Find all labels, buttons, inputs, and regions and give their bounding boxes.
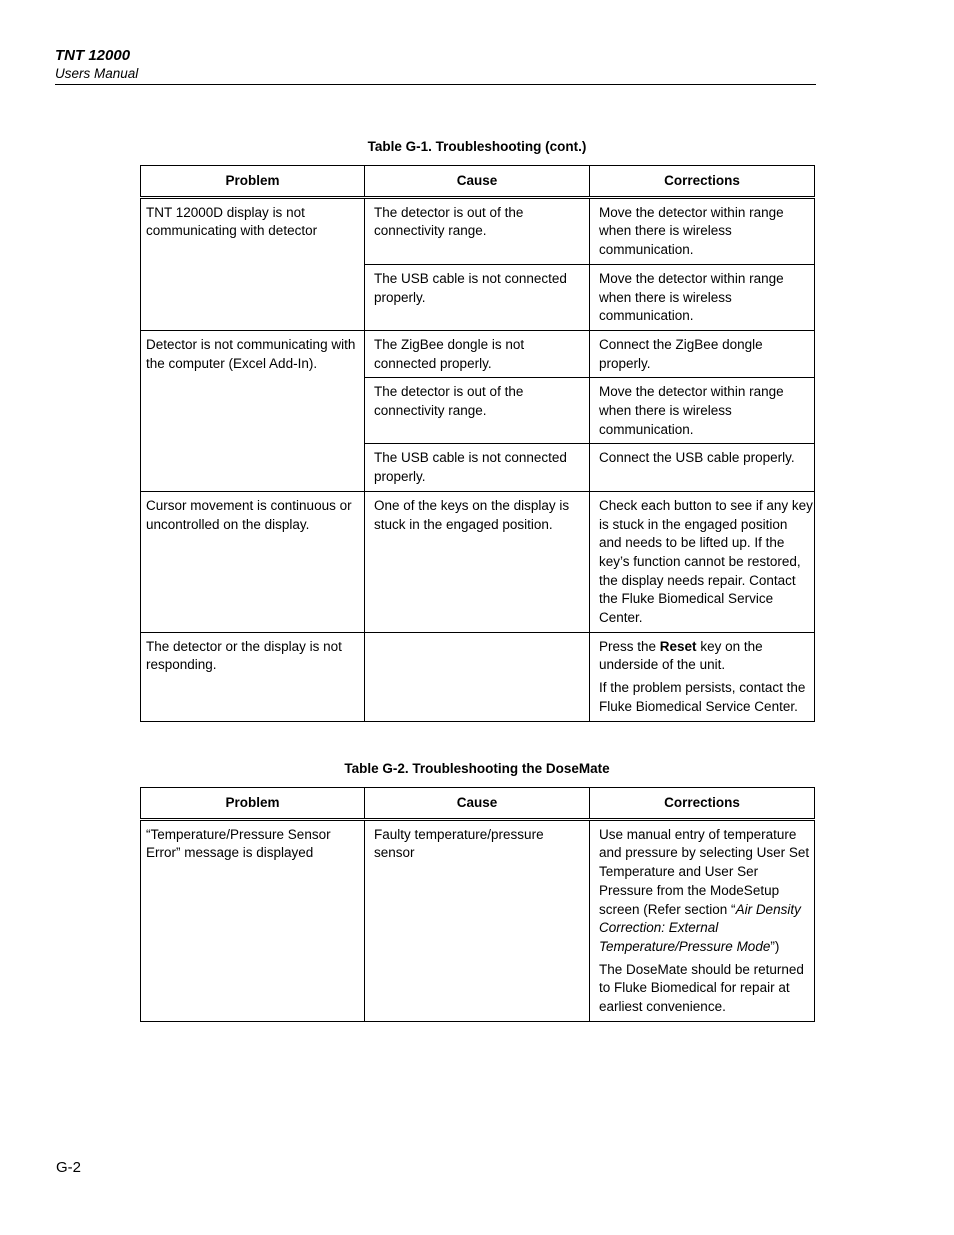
- correction-cell: Move the detector within range when there is wireless communication.: [590, 197, 815, 264]
- correction-cell: [590, 632, 815, 721]
- page-header: [55, 46, 816, 85]
- correction-cell: Move the detector within range when there is wireless communication.: [590, 378, 815, 444]
- cause-cell: The detector is out of the connectivity range.: [365, 197, 590, 264]
- table-header-row: [141, 166, 815, 198]
- document-title: TNT 12000: [55, 47, 131, 64]
- correction-paragraph: The DoseMate should be returned to Fluke Biomedical for repair at earliest convenience.: [599, 961, 804, 1015]
- problem-cell: TNT 12000D display is not communicating with detector: [141, 197, 365, 330]
- column-header-corrections: Corrections: [590, 788, 815, 820]
- reset-key-label: Reset: [659, 638, 697, 654]
- cause-cell: The ZigBee dongle is not connected properly.: [365, 330, 590, 377]
- troubleshooting-table-g2: [140, 787, 815, 1022]
- table-row: [141, 330, 815, 377]
- table-header-row: [141, 788, 815, 820]
- table-row: [141, 819, 815, 1021]
- column-header-corrections: Corrections: [590, 166, 815, 198]
- table-g1-caption: Table G-1. Troubleshooting (cont.): [367, 139, 587, 154]
- cause-cell: [365, 632, 590, 721]
- column-header-problem: Problem: [141, 788, 365, 820]
- correction-text: ”): [770, 938, 780, 954]
- problem-cell: “Temperature/Pressure Sensor Error” message is displayed: [141, 819, 365, 1021]
- correction-cell: Move the detector within range when there is wireless communication.: [590, 264, 815, 330]
- page-number: G-2: [56, 1159, 82, 1176]
- cause-cell: Faulty temperature/pressure sensor: [365, 819, 590, 1021]
- table-row: [141, 197, 815, 264]
- cause-cell: The USB cable is not connected properly.: [365, 264, 590, 330]
- table-row: [141, 632, 815, 721]
- cause-cell: One of the keys on the display is stuck in the engaged position.: [365, 491, 590, 632]
- cause-cell: The USB cable is not connected properly.: [365, 444, 590, 491]
- problem-cell: Cursor movement is continuous or uncontrolled on the display.: [141, 491, 365, 632]
- document-subtitle: Users Manual: [55, 66, 139, 81]
- correction-cell: [590, 819, 815, 1021]
- table-row: [141, 491, 815, 632]
- problem-cell: The detector or the display is not responding.: [141, 632, 365, 721]
- correction-text: key on the underside of the unit.: [599, 638, 763, 673]
- troubleshooting-table-g1: [140, 165, 815, 722]
- column-header-cause: Cause: [365, 166, 590, 198]
- correction-text: Use manual entry of temperature and pressure by selecting User Set Temperature and User Ser Pressure from the ModeSetup screen (Refer section “: [599, 826, 810, 917]
- column-header-cause: Cause: [365, 788, 590, 820]
- table-g2-caption: Table G-2. Troubleshooting the DoseMate: [344, 761, 610, 776]
- correction-cell: Connect the ZigBee dongle properly.: [590, 330, 815, 377]
- correction-paragraph: [599, 638, 813, 675]
- column-header-problem: Problem: [141, 166, 365, 198]
- section-reference: Air Density Correction: External Temperature/Pressure Mode: [599, 901, 801, 954]
- cause-cell: The detector is out of the connectivity range.: [365, 378, 590, 444]
- correction-paragraph: If the problem persists, contact the Fluke Biomedical Service Center.: [599, 680, 806, 714]
- correction-paragraph: [599, 826, 813, 957]
- correction-cell: Check each button to see if any key is stuck in the engaged position and needs to be lifted up. If the key’s function cannot be restored, the display needs repair. Contact the Fluke Biomedical Service Center.: [590, 491, 815, 632]
- correction-text: Press the: [599, 638, 660, 654]
- problem-cell: Detector is not communicating with the computer (Excel Add-In).: [141, 330, 365, 491]
- correction-cell: Connect the USB cable properly.: [590, 444, 815, 491]
